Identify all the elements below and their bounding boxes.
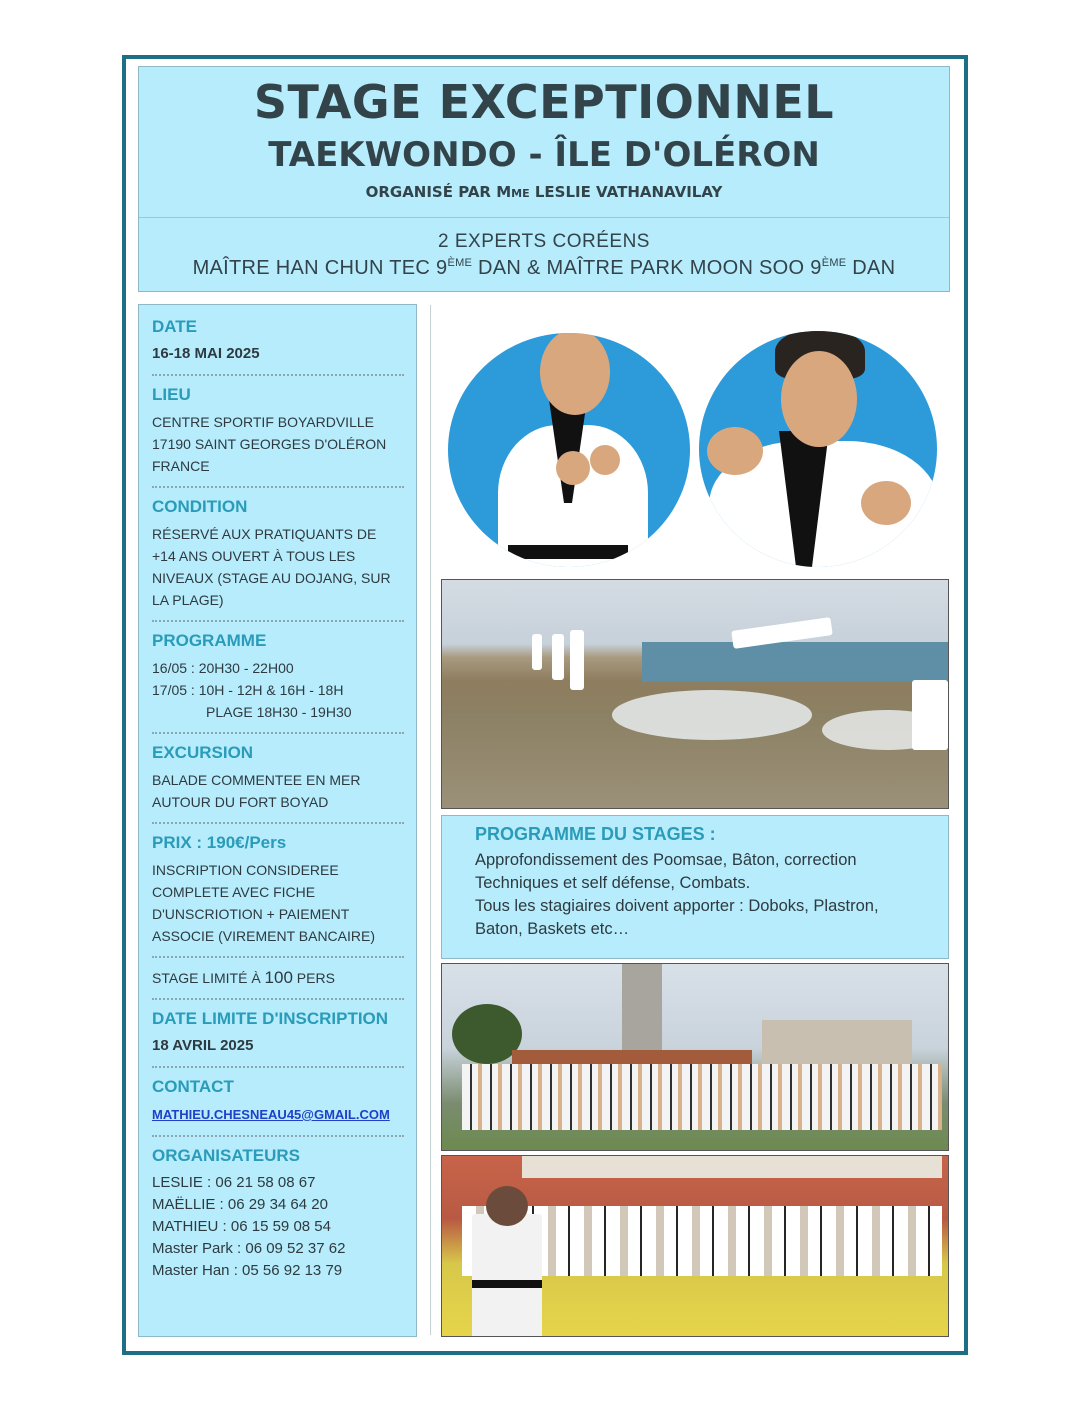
page-subtitle: TAEKWONDO - ÎLE D'OLÉRON: [268, 135, 820, 175]
excursion-line: BALADE COMMENTEE EN MER: [152, 772, 361, 788]
date-value: 16-18 MAI 2025: [152, 345, 260, 362]
contact-email-link[interactable]: MATHIEU.CHESNEAU45@GMAIL.COM: [152, 1107, 390, 1122]
organisateurs-section: [152, 1146, 404, 1291]
condition-heading: CONDITION: [152, 497, 248, 516]
prix-line: ASSOCIE (VIREMENT BANCAIRE): [152, 928, 376, 944]
dojang-photo: [441, 1155, 949, 1337]
date-section: [152, 317, 404, 376]
header-divider: [139, 217, 949, 218]
info-sidebar: [138, 304, 417, 1337]
limite-line: STAGE LIMITÉ À 100 PERS: [152, 968, 335, 987]
lieu-line: 17190 SAINT GEORGES D'OLÉRON: [152, 436, 387, 452]
contact-section: [152, 1077, 404, 1137]
lieu-heading: LIEU: [152, 385, 191, 404]
condition-line: +14 ANS OUVERT À TOUS LES: [152, 548, 356, 564]
lieu-line: FRANCE: [152, 458, 210, 474]
experts-line: 2 EXPERTS CORÉENS: [438, 231, 650, 252]
prix-section: [152, 833, 404, 958]
column-divider: [430, 305, 431, 1335]
condition-section: [152, 497, 404, 622]
condition-line: LA PLAGE): [152, 592, 224, 608]
organisateur-line: LESLIE : 06 21 58 08 67: [152, 1174, 316, 1191]
programme-box-line: Tous les stagiaires doivent apporter : Doboks, Plastron,: [475, 897, 879, 915]
excursion-line: AUTOUR DU FORT BOYAD: [152, 794, 329, 810]
programme-box-line: Techniques et self défense, Combats.: [475, 874, 751, 892]
limite-section: [152, 967, 404, 1000]
prix-line: INSCRIPTION CONSIDEREE: [152, 862, 339, 878]
programme-line: PLAGE 18H30 - 19H30: [206, 704, 352, 720]
deadline-section: [152, 1009, 404, 1068]
lieu-line: CENTRE SPORTIF BOYARDVILLE: [152, 414, 374, 430]
deadline-value: 18 AVRIL 2025: [152, 1037, 254, 1054]
condition-line: RÉSERVÉ AUX PRATIQUANTS DE: [152, 526, 377, 542]
prix-heading: PRIX : 190€/Pers: [152, 833, 287, 852]
excursion-heading: EXCURSION: [152, 743, 254, 762]
programme-box-line: Baton, Baskets etc…: [475, 920, 630, 938]
programme-section: [152, 631, 404, 734]
excursion-section: [152, 743, 404, 824]
programme-box: [441, 815, 949, 959]
master-han-portrait: [443, 328, 695, 572]
deadline-heading: DATE LIMITE D'INSCRIPTION: [152, 1009, 389, 1028]
page-title: STAGE EXCEPTIONNEL: [253, 75, 835, 129]
beach-training-photo: [441, 579, 949, 809]
organizer-line: ORGANISÉ PAR MME LESLIE VATHANAVILAY: [365, 183, 723, 201]
master-park-portrait: [694, 326, 942, 572]
masters-line: MAÎTRE HAN CHUN TEC 9ÈME DAN & MAÎTRE PARK MOON SOO 9ÈME DAN: [192, 257, 896, 279]
header-banner: [138, 66, 950, 292]
group-photo: [441, 963, 949, 1151]
organisateur-line: MAËLLIE : 06 29 34 64 20: [152, 1196, 328, 1213]
prix-line: COMPLETE AVEC FICHE: [152, 884, 316, 900]
programme-line: 17/05 : 10H - 12H & 16H - 18H: [152, 682, 344, 698]
programme-box-heading: PROGRAMME DU STAGES :: [475, 824, 716, 844]
programme-heading: PROGRAMME: [152, 631, 267, 650]
programme-line: 16/05 : 20H30 - 22H00: [152, 660, 294, 676]
organisateur-line: MATHIEU : 06 15 59 08 54: [152, 1218, 331, 1235]
organisateurs-heading: ORGANISATEURS: [152, 1146, 300, 1165]
prix-line: D'UNSCRIOTION + PAIEMENT: [152, 906, 350, 922]
date-heading: DATE: [152, 317, 198, 336]
condition-line: NIVEAUX (STAGE AU DOJANG, SUR: [152, 570, 391, 586]
organisateur-line: Master Park : 06 09 52 37 62: [152, 1240, 346, 1257]
lieu-section: [152, 385, 404, 488]
programme-box-line: Approfondissement des Poomsae, Bâton, correction: [475, 851, 857, 869]
contact-heading: CONTACT: [152, 1077, 234, 1096]
organisateur-line: Master Han : 05 56 92 13 79: [152, 1262, 343, 1279]
